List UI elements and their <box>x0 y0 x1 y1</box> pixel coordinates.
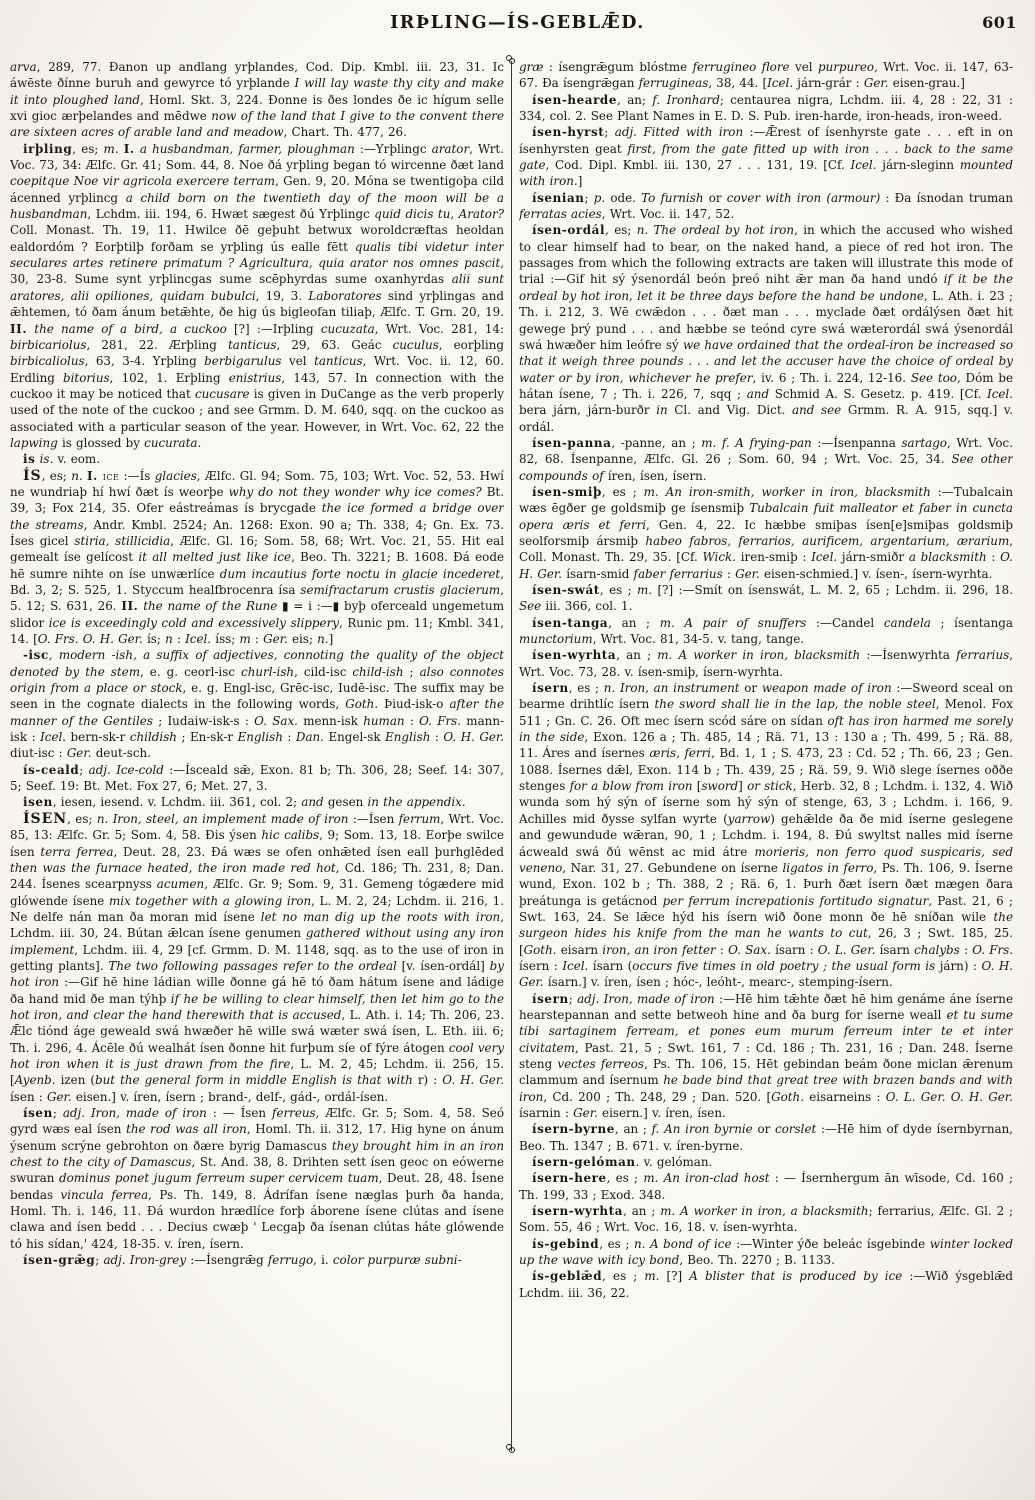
dictionary-entry: ísern-wyrhta, an ; m. A worker in iron, a blacksmith; ferrarius, Ælfc. Gl. 2 ; Som. 55, 46 ; Wrt. Voc. 16, 18. v. ísen-wyrhta. <box>519 1204 1013 1235</box>
dictionary-entry: ísen-swát, es ; m. [?] :—Smít on ísenswát, L. M. 2, 65 ; Lchdm. ii. 296, 18. See iii. 366, col. 1. <box>519 583 1013 614</box>
entry-continuation: arva, 289, 77. Ðanon up andlang yrþlandes, Cod. Dip. Kmbl. iii. 23, 31. Ic áwēste ðínne buruh and gewyrce tó yrþlande I will lay waste thy city and make it into ploughed land, Homl. Skt. 3, 224. Ðonne is ðes londes ðe ic hígum selle xvi gioc ærþelandes and mēdwe now of the land that I give to the convent there are sixteen acres of arable land and meadow, Chart. Th. 477, 26. <box>10 60 504 140</box>
dictionary-entry: ís-geblǣd, es ; m. [?] A blister that is produced by ice :—Wið ýsgeblǣd Lchdm. iii. 36, 22. <box>519 1269 1013 1300</box>
dictionary-entry: ísen-panna, -panne, an ; m. f. A frying-pan :—Ísenpanna sartago, Wrt. Voc. 82, 68. Ísenpanne, Ælfc. Gl. 26 ; Som. 60, 94 ; Wrt. Voc. 25, 34. See other compounds of íren, ísen, ísern. <box>519 435 1013 483</box>
dictionary-entry: ísen-tanga, an ; m. A pair of snuffers :—Candel candela ; ísentanga munctorium, Wrt. Voc. 81, 34-5. v. tang, tange. <box>519 615 1013 647</box>
dictionary-entry: is is. v. eom. <box>23 452 100 467</box>
dictionary-entry: isen, iesen, iesend. v. Lchdm. iii. 361, col. 2; and gesen in the appendix. <box>23 795 466 810</box>
column-divider <box>511 61 512 1451</box>
running-head: IRÞLING—ÍS-GEBLǢD. <box>390 13 645 33</box>
dictionary-entry: ís-gebind, es ; n. A bond of ice :—Winter ýðe beleác ísgebinde winter locked up the wave with icy bond, Beo. Th. 2270 ; B. 1133. <box>519 1236 1013 1268</box>
dictionary-entry: ísen-ordál, es; n. The ordeal by hot iron, in which the accused who wished to clear himself had to bear, on the naked hand, a piece of red hot iron. The passages from which the following extracts are taken will illustrate this mode of trial :—Gif hit sý ýsenordál beón þreó niht ǣr man ða hand undó if it be the ordeal by hot iron, let it be three days before the hand be undone, L. Ath. i. 23 ; Th. i. 212, 3. Wē cwǣdon . . . ðæt man . . . myclade ðæt ordálýsen ðæt hit gewege þrý pund . . . and hæbbe se teónd cyre swá wæterordál swá ýsenordál swá hwæðer him leófre sý we have ordained that the ordeal-iron be increased so that it weigh three pounds . . . and let the accuser have the choice of ordeal by water or by iron, whichever he prefer, iv. 6 ; Th. i. 224, 12-16. See too, Dóm be hátan ísene, 7 ; Th. i. 226, 7, sqq ; and Schmid A. S. Gesetz. p. 419. [Cf. Icel. bera járn, járn-burðr in Cl. and Vig. Dict. and see Grmm. R. A. 915, sqq.] v. ordál. <box>519 223 1013 434</box>
dictionary-entry: ísern-byrne, an ; f. An iron byrnie or corslet :—Hē him of dyde ísernbyrnan, Beo. Th. 1347 ; B. 671. v. íren-byrne. <box>519 1122 1013 1153</box>
text-columns <box>0 53 1035 1459</box>
dictionary-entry: ísen; adj. Iron, made of iron : — Ísen ferreus, Ælfc. Gr. 5; Som. 4, 58. Seó gyrd wæs eal ísen the rod was all iron, Homl. Th. ii. 312, 17. Hig hyne on ánum ýsenum scrýne gebrohton on ðære byrig Damascus they brought him in an iron chest to the city of Damascus, St. And. 38, 8. Drihten sett ísen geoc on eówerne swuran dominus ponet jugum ferreum super cervicem tuam, Deut. 28, 48. Ísene bendas vincula ferrea, Ps. Th. 149, 8. Ádrífan ísene næglas þurh ða handa, Homl. Th. i. 146, 11. Ðá wurdon hrædlíce forþ áborene ísene clútas and ísene clawa and ísen bedd . . . Decius cwæþ ' Lecgaþ ða ísenan clútas háte glówende tó his sídan,' 424, 18-35. v. íren, ísern. <box>10 1106 504 1251</box>
dictionary-entry: ÍSEN, es; n. Iron, steel, an implement made of iron :—Ísen ferrum, Wrt. Voc. 85, 13: Ælfc. Gr. 5; Som. 4, 58. Ðis ýsen hic calibs, 9; Som. 13, 18. Eorþe swilce ísen terra ferrea, Deut. 28, 23. Ðá wæs se ofen onhǣted ísen eall þurhglēded then was the furnace heated, the iron made red hot, Cd. 186; Th. 231, 8; Dan. 244. Ísenes scearpnyss acumen, Ælfc. Gr. 9; Som. 9, 31. Gemeng tógædere mid glówende ísene mix together with a glowing iron, L. M. 2, 24; Lchdm. ii. 216, 1. Ne delfe nán man ða moran mid ísene let no man dig up the roots with iron, Lchdm. iii. 30, 24. Bútan ǣlcan ísene genumen gathered without using any iron implement, Lchdm. iii. 4, 29 [cf. Grmm. D. M. 1148, sqq. as to the use of iron in getting plants]. The two following passages refer to the ordeal [v. ísen-ordál] by hot iron :—Gif hē hine ládian wille ðonne gá hē tó ðam hátum ísene and ládige ða hand mid ðe man týhþ if he be willing to clear himself, then let him go to the hot iron, and clear the hand therewith that is accused, L. Ath. i. 14; Th. 206, 23. Ǣlc tiónd áge geweald swá hwæðer hē wille swá wæter swá ísen, L. Eth. iii. 6; Th. i. 296, 4. Ácēle ðú wealhát ísen ðonne hit furþum síe of fýre átogen cool very hot iron when it is just drawn from the fire, L. M. 2, 45; Lchdm. ii. 256, 15. [Ayenb. izen (but the general form in middle English is that with r) : O. H. Ger. ísen : Ger. eisen.] v. íren, ísern ; brand-, delf-, gád-, ordál-ísen. <box>10 810 504 1104</box>
page-number: 601 <box>982 13 1017 32</box>
printer-mark-top-icon <box>506 55 517 66</box>
dictionary-entry: ÍS, es; n. I. ice :—Ís glacies, Ælfc. Gl. 94; Som. 75, 103; Wrt. Voc. 52, 53. Hwí ne wundriaþ hí hwí ðæt ís weorþe why do not they wonder why ice comes? Bt. 39, 3; Fox 214, 35. Ofer eástreámas ís brycgade the ice formed a bridge over the streams, Andr. Kmbl. 2524; An. 1268: Exon. 90 a; Th. 338, 4; Gn. Ex. 73. Íses gicel stiria, stillicidia, Ælfc. Gl. 16; Som. 58, 68; Wrt. Voc. 21, 55. Hit eal gemealt íse gelícost it all melted just like ice, Beo. Th. 3221; B. 1608. Ðá eode hē sumre nihte on íse unwærlíce dum incautius forte noctu in glacie incederet, Bd. 3, 2; S. 525, 1. Styccum healfbrocenra ísa semifractarum crustis glacierum, 5. 12; S. 631, 26. II. the name of the Rune ▮ = i :—▮ byþ oferceald ungemetum slidor ice is exceedingly cold and excessively slippery, Runic pm. 11; Kmbl. 341, 14. [O. Frs. O. H. Ger. ís; n : Icel. íss; m : Ger. eis; n.] <box>10 467 504 647</box>
column-left <box>10 59 504 1459</box>
dictionary-entry: ísen-hyrst; adj. Fitted with iron :—Ǣrest of ísenhyrste gate . . . eft in on ísenhyrsten geat first, from the gate fitted up with iron . . . back to the same gate, Cod. Dipl. Kmbl. iii. 130, 27 . . . 131, 19. [Cf. Icel. járn-sleginn mounted with iron.] <box>519 125 1013 189</box>
printer-mark-bottom-icon <box>506 1444 517 1455</box>
dictionary-entry: irþling, es; m. I. a husbandman, farmer, ploughman :—Yrþlingc arator, Wrt. Voc. 73, 34: Ælfc. Gr. 41; Som. 44, 8. Noe ðá yrþling began tó wircenne ðæt land coepitque Noe vir agricola exercere terram, Gen. 9, 20. Móna se twentigoþa cild ácenned yrþlincg a child born on the twentieth day of the moon will be a husbandman, Lchdm. iii. 194, 6. Hwæt sægest ðú Yrþlingc quid dicis tu, Arator? Coll. Monast. Th. 19, 11. Hwilce ðē geþuht betwux woroldcræftas heoldan ealdordóm ? Eorþtilþ forðam se yrþling ús ealle fētt qualis tibi videtur inter seculares artes retinere primatum ? Agricultura, quia arator nos omnes pascit, 30, 23-8. Sume synt yrþlincgas sume scēphyrdas sume oxanhyrdas alii sunt aratores, alii opiliones, quidam bubulci, 19, 3. Laboratores sind yrþlingas and ǣhtemen, tó ðam ánum betǣhte, ðe hig ús bigleofan tiliaþ, Ælfc. T. Grn. 20, 19. II. the name of a bird, a cuckoo [?] :—Irþling cucuzata, Wrt. Voc. 281, 14: birbicariolus, 281, 22. Ærþling tanticus, 29, 63. Geác cuculus, eorþling birbicaliolus, 63, 3-4. Yrþling berbigarulus vel tanticus, Wrt. Voc. ii. 12, 60. Erdling bitorius, 102, 1. Erþling enistrius, 143, 57. In connection with the cuckoo it may be noticed that cucusare is given in DuCange as the verb properly used of the note of the cuckoo ; and see Grmm. D. M. 640, sqq. on the cuckoo as associated with a particular season of the year. However, in Wrt. Voc. 62, 22 the lapwing is glossed by cucurata. <box>10 141 504 450</box>
dictionary-entry: ísenian; p. ode. To furnish or cover with iron (armour) : Ða ísnodan truman ferratas acies, Wrt. Voc. ii. 147, 52. <box>519 190 1013 222</box>
dictionary-entry: ísen-smiþ, es ; m. An iron-smith, worker in iron, blacksmith :—Tubalcain wæs ēgðer ge goldsmiþ ge ísensmiþ Tubalcain fuit malleator et faber in cuncta opera æris et ferri, Gen. 4, 22. Ic hæbbe smiþas ísen[e]smiþas goldsmiþ seolforsmiþ ársmiþ habeo fabros, ferrarios, aurificem, argentarium, ærarium, Coll. Monast. Th. 29, 35. [Cf. Wick. iren-smiþ : Icel. járn-smiðr a blacksmith : O. H. Ger. ísarn-smid faber ferrarius : Ger. eisen-schmied.] v. ísen-, ísern-wyrhta. <box>519 484 1013 581</box>
dictionary-entry: ísern-here, es ; m. An iron-clad host : — Ísernhergum ān wīsode, Cd. 160 ; Th. 199, 33 ; Exod. 348. <box>519 1171 1013 1202</box>
entry-continuation: græ : ísengrǣgum blóstme ferrugineo flore vel purpureo, Wrt. Voc. ii. 147, 63-67. Ða ísengrǣgan ferrugineas, 38, 44. [Icel. járn-grár : Ger. eisen-grau.] <box>519 60 1013 91</box>
dictionary-entry: -isc, modern -ish, a suffix of adjectives, connoting the quality of the object denoted by the stem, e. g. ceorl-isc churl-ish, cild-isc child-ish ; also connotes origin from a place or stock, e. g. Engl-isc, Grēc-isc, Iudē-isc. The suffix may be seen in the cognate dialects in the following words, Goth. Þiud-isk-o after the manner of the Gentiles ; Iudaiw-isk-s : O. Sax. menn-isk human : O. Frs. mann-isk : Icel. bern-sk-r childish ; En-sk-r English : Dan. Engel-sk English : O. H. Ger. diut-isc : Ger. deut-sch. <box>10 648 504 761</box>
column-right <box>519 59 1013 1459</box>
dictionary-entry: ísern; adj. Iron, made of iron :—Hē him tǣhte ðæt hē him genáme áne íserne hearstepannan and sette betweoh hine and ða burg for íserne weall et tu sume tibi sartaginem ferream, et pones eum murum ferreum inter te et inter civitatem, Past. 21, 5 ; Swt. 161, 7 : Cd. 186 ; Th. 231, 16 ; Dan. 248. Íserne steng vectes ferreos, Ps. Th. 106, 15. Hēt gebindan beám ðone miclan ǣrenum clammum and ísernum he bade bind that great tree with brazen bands and with iron, Cd. 200 ; Th. 248, 29 ; Dan. 520. [Goth. eisarneins : O. L. Ger. O. H. Ger. ísarnin : Ger. eisern.] v. íren, ísen. <box>519 991 1013 1120</box>
dictionary-entry: ísern-gelóman. v. gelóman. <box>532 1155 713 1170</box>
dictionary-entry: ísern, es ; n. Iron, an instrument or weapon made of iron :—Sweord sceal on bearme drihtlíc ísern the sword shall lie in the lap, the noble steel, Menol. Fox 511 ; Gn. C. 26. Oft mec ísern scód sáre on sídan oft has iron harmed me sorely in the side, Exon. 126 a ; Th. 485, 14 ; Rä. 71, 13 : 130 a ; Th. 499, 5 ; Rä. 88, 11. Áres and ísernes æris, ferri, Bd. 1, 1 ; S. 473, 23 : Cd. 52 ; Th. 66, 23 ; Gen. 1088. Ísernes dǣl, Exon. 114 b ; Th. 439, 25 ; Rä. 59, 9. Wið slege ísernes oððe stenges for a blow from iron [sword] or stick, Herb. 32, 8 ; Lchdm. i. 132, 4. Wið wunda som hý sýn of íserne som hý sýn of stenge, 63, 3 ; Lchdm. i. 166, 9. Achilles mid ðysse sylfan wyrte (yarrow) gehǣlde ða ðe mid íserne geslegene and gewundude wǣran, 90, 1 ; Lchdm. i. 194, 8. Ðú swyltst nalles mid íserne ácweald swá ðú wēnst ac mid átre morieris, non ferro quod suspicaris, sed veneno, Nar. 31, 27. Gebundene on íserne ligatos in ferro, Ps. Th. 106, 9. Íserne wund, Exon. 102 b ; Th. 388, 2 ; Rä. 6, 1. Þurh ðæt ísern ðæt mægen ðara þreátunga is getácnod per ferrum increpationis fortitudo signatur, Past. 21, 6 ; Swt. 163, 24. Se lǣce hýd his ísern wið ðone monn ðe hē sníðan wile the surgeon hides his knife from the man he wants to cut, 26, 3 ; Swt. 185, 25. [Goth. eisarn iron, an iron fetter : O. Sax. ísarn : O. L. Ger. ísarn chalybs : O. Frs. ísern : Icel. ísarn (occurs five times in old poetry ; the usual form is járn) : O. H. Ger. ísarn.] v. íren, ísen ; hóc-, leóht-, mearc-, stemping-ísern. <box>519 681 1013 990</box>
page-header <box>0 0 1035 53</box>
dictionary-entry: ísen-hearde, an; f. Ironhard; centaurea nigra, Lchdm. iii. 4, 28 : 22, 31 : 334, col. 2. See Plant Names in E. D. S. Pub. iren-harde, iron-heads, iron-weed. <box>519 92 1013 124</box>
dictionary-entry: ís-ceald; adj. Ice-cold :—Ísceald sǣ, Exon. 81 b; Th. 306, 28; Seef. 14: 307, 5; Seef. 19: Bt. Met. Fox 27, 6; Met. 27, 3. <box>10 762 504 794</box>
dictionary-entry: ísen-grǣg; adj. Iron-grey :—Ísengrǣg ferrugo, i. color purpuræ subni- <box>23 1253 462 1268</box>
dictionary-entry: ísen-wyrhta, an ; m. A worker in iron, blacksmith :—Ísenwyrhta ferrarius, Wrt. Voc. 73, 28. v. ísen-smiþ, ísern-wyrhta. <box>519 648 1013 679</box>
